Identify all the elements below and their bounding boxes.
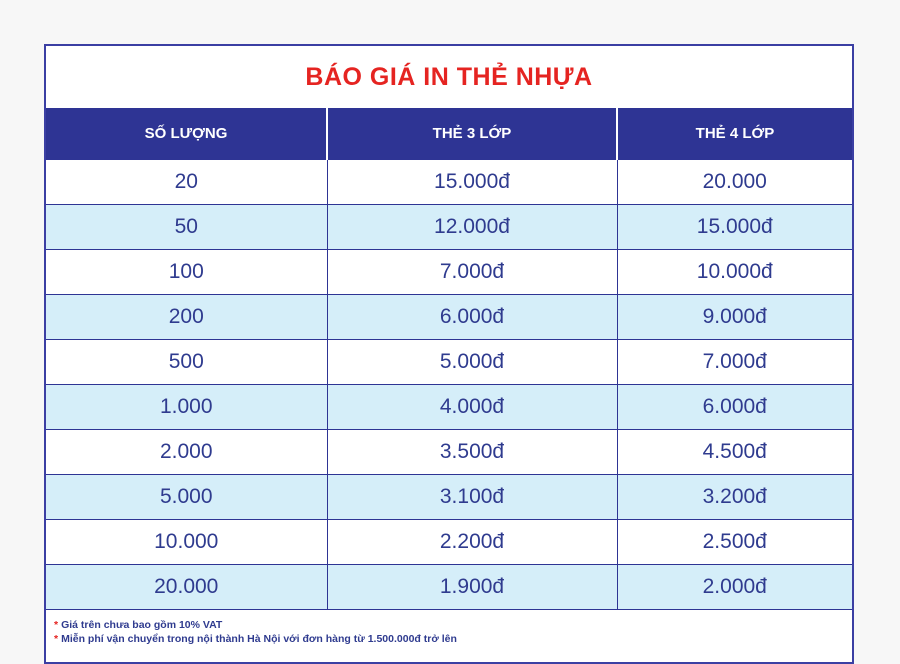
cell-quantity: 20.000 [46,565,327,610]
cell-quantity: 200 [46,295,327,340]
footnotes [54,618,457,646]
table-row [46,205,852,250]
cell-price-four-layer: 10.000đ [617,250,852,295]
cell-price-three-layer: 7.000đ [327,250,617,295]
cell-price-four-layer: 2.500đ [617,520,852,565]
footnote-marker: * [54,619,59,631]
cell-price-three-layer: 15.000đ [327,160,617,205]
footnote [54,618,457,632]
cell-price-three-layer: 3.500đ [327,430,617,475]
table-row [46,520,852,565]
footnote [54,632,457,646]
header-three-layer: THẺ 3 LỚP [327,108,617,160]
cell-price-four-layer: 20.000 [617,160,852,205]
cell-quantity: 1.000 [46,385,327,430]
cell-price-three-layer: 5.000đ [327,340,617,385]
table-row [46,385,852,430]
cell-price-four-layer: 4.500đ [617,430,852,475]
cell-price-four-layer: 7.000đ [617,340,852,385]
page-title: BÁO GIÁ IN THẺ NHỰA [305,62,593,91]
cell-price-four-layer: 9.000đ [617,295,852,340]
table-header-row [46,108,852,160]
cell-price-three-layer: 2.200đ [327,520,617,565]
cell-price-three-layer: 12.000đ [327,205,617,250]
cell-quantity: 100 [46,250,327,295]
cell-price-four-layer: 2.000đ [617,565,852,610]
table-row [46,430,852,475]
cell-price-three-layer: 6.000đ [327,295,617,340]
table-row [46,160,852,205]
footnote-text: Giá trên chưa bao gồm 10% VAT [61,619,223,631]
cell-quantity: 5.000 [46,475,327,520]
cell-quantity: 500 [46,340,327,385]
header-four-layer: THẺ 4 LỚP [617,108,852,160]
table-row [46,250,852,295]
price-table [46,108,852,610]
table-row [46,340,852,385]
footnote-text: Miễn phí vận chuyển trong nội thành Hà Nội với đơn hàng từ 1.500.000đ trở lên [61,633,457,645]
cell-quantity: 2.000 [46,430,327,475]
price-table-frame [44,44,854,664]
footnote-marker: * [54,633,59,645]
header-quantity: SỐ LƯỢNG [46,108,327,160]
cell-price-three-layer: 4.000đ [327,385,617,430]
cell-quantity: 50 [46,205,327,250]
cell-price-four-layer: 15.000đ [617,205,852,250]
table-row [46,565,852,610]
cell-price-four-layer: 3.200đ [617,475,852,520]
cell-quantity: 20 [46,160,327,205]
cell-price-three-layer: 3.100đ [327,475,617,520]
table-row [46,295,852,340]
table-row [46,475,852,520]
cell-price-four-layer: 6.000đ [617,385,852,430]
cell-price-three-layer: 1.900đ [327,565,617,610]
cell-quantity: 10.000 [46,520,327,565]
